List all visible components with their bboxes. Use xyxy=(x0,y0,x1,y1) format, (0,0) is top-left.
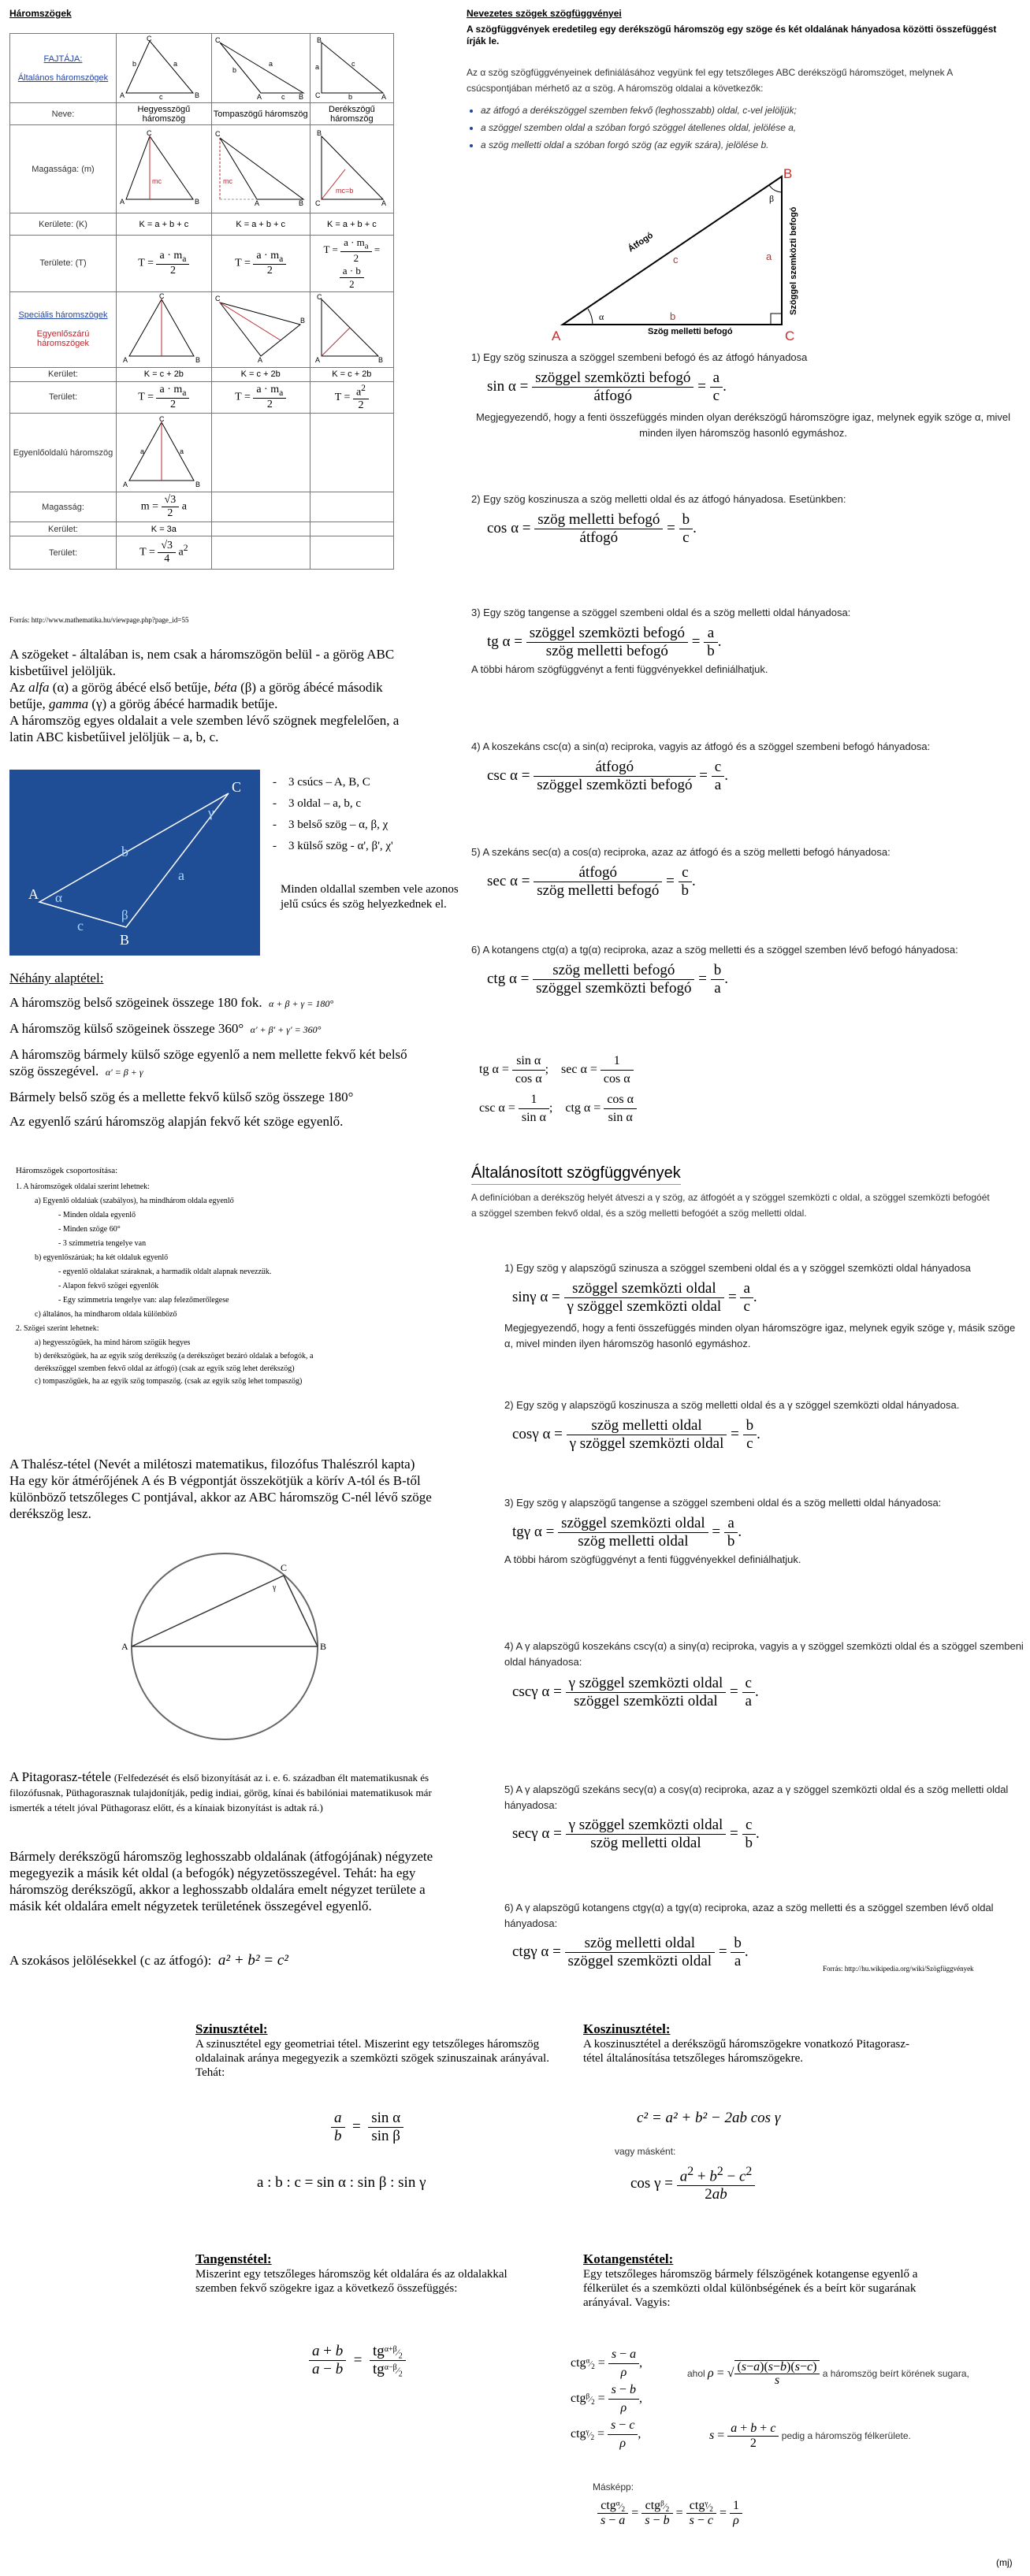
cot-text: Egy tetszőleges háromszög bármely félszögének kotangense egyenlő a félkerület és a szemközti oldal különbségének és a beírt kör sugarának arányával. Vagyis: xyxy=(583,2268,918,2309)
equi-height: m = $\frac{√3}{2}$ a xyxy=(117,492,212,522)
svg-text:B: B xyxy=(195,91,200,99)
magassag2-label: Magasság: xyxy=(10,492,117,522)
alap-title: Néhány alaptétel: xyxy=(9,971,104,985)
svg-text:A: A xyxy=(28,886,39,902)
svg-text:c: c xyxy=(77,918,84,934)
terulete-label: Területe: (T) xyxy=(10,236,117,292)
signature: (mj) xyxy=(996,2557,1013,2568)
svg-text:A: A xyxy=(120,91,125,99)
right-title: Nevezetes szögek szögfüggvényei xyxy=(467,8,622,19)
svg-text:B: B xyxy=(378,355,384,364)
svg-text:mc=b: mc=b xyxy=(336,187,354,195)
alap-list: A háromszög belső szögeinek összege 180 fok. α + β + γ = 180° A háromszög külső szögeinek összege 360° α' + β' + γ' = 360° A háromszög bármely külső szöge egyenlő a nem mellette fekvő két belső szög összegével. α' = β + γ Bármely belső szög és a mellette fekvő külső szög összege 180° Az egyenlő szárú háromszög alapján fekvő két szöge egyenlő. xyxy=(9,995,407,1129)
cos-or: vagy másként: xyxy=(615,2146,676,2157)
equi-perim: K = 3a xyxy=(117,522,212,536)
perim-acute: K = a + b + c xyxy=(117,213,212,236)
perim-right: K = a + b + c xyxy=(310,213,393,236)
svg-text:B: B xyxy=(195,198,200,206)
terulet2-label: Terület: xyxy=(10,536,117,570)
svg-text:γ: γ xyxy=(273,1583,277,1592)
gdef-3: 3) Egy szög γ alapszögű tangense a szöggel szembeni oldal és a szög melletti oldal hányadosa: tgγ α = $\frac{\text{szöggel szemközti oldal}}{\text{szög melletti oldal}}$ = $\frac{a}{b}$ . A többi három szögfüggvényt a fenti függvényekkel definiálhatjuk. xyxy=(504,1497,942,1565)
kerulet2-label: Kerület: xyxy=(10,522,117,536)
svg-text:A: A xyxy=(552,328,561,343)
right-triangle-figure xyxy=(552,165,835,351)
svg-text:α: α xyxy=(599,311,604,322)
iso-area-2: T = $\frac{a \cdot m_a}{2}$ xyxy=(211,381,310,414)
svg-text:A: A xyxy=(256,93,262,99)
perim-obtuse: K = a + b + c xyxy=(211,213,310,236)
gen-p: A definícióban a derékszög helyét átveszi a γ szög, az átfogóét a γ szöggel szemközti c oldal, a szöggel szemközti befogóét a szöggel szemben fekvő oldal, és a szög melletti befogóét a szög melletti oldal. xyxy=(471,1192,990,1219)
svg-text:A: A xyxy=(257,355,262,364)
height-acute xyxy=(117,125,212,213)
svg-text:C: C xyxy=(214,294,221,303)
terulet-label: Terület: xyxy=(10,381,117,414)
area-right: T = $\frac{a \cdot m_a}{2}$ = $\frac{a \cdot b}{2}$ xyxy=(310,236,393,292)
list-item: - 3 belső szög – α, β, χ xyxy=(273,818,389,831)
iso-2 xyxy=(211,291,310,367)
pitagorasz-body: Bármely derékszögű háromszög leghosszabb oldalának (átfogójának) négyzete megegyezik a másik két oldal (a befogók) négyzetösszegével. Tehát: ha egy háromszög derékszögű, akkor a leghosszabb oldalára emelt négyzet területe a másik két oldalára emelt négyzetek területének összegével egyenlő. xyxy=(9,1849,433,1913)
cot-s: s = $\frac{a + b + c}{2}$ pedig a háromszög félkerülete. xyxy=(709,2422,911,2450)
name-obtuse: Tompaszögű háromszög xyxy=(211,103,310,125)
def-2: 2) Egy szög koszinusza a szög melletti oldal és az átfogó hányadosa. Esetünkben: cos α = $\frac{\text{szög melletti befogó}}{\text{átfogó}}$ = $\frac{b}{c}$ . xyxy=(471,493,846,546)
svg-text:A: A xyxy=(381,93,387,99)
svg-text:B: B xyxy=(317,129,322,137)
egyenlo-label: Egyenlőszárú háromszögek xyxy=(36,329,90,349)
svg-text:a: a xyxy=(180,447,184,456)
svg-text:B: B xyxy=(298,199,303,207)
intro-text: A szögeket - általában is, nem csak a háromszögön belül - a görög ABC kisbetűivel jelöljük. Az alfa (α) a görög ábécé első betűje, béta (β) a görög ábécé második betűje, gamma (γ) a görög ábécé harmadik betűje. A háromszög egyes oldalait a vele szemben lévő szögnek megfelelően, a latin ABC kisbetűivel jelöljük – a, b, c. xyxy=(9,647,400,744)
gen-title: Általánosított szögfüggvények xyxy=(471,1164,681,1185)
svg-text:C: C xyxy=(147,35,152,43)
svg-text:C: C xyxy=(214,130,221,138)
svg-text:A: A xyxy=(120,198,125,206)
height-obtuse xyxy=(211,125,310,213)
svg-text:B: B xyxy=(195,481,201,489)
svg-text:b: b xyxy=(132,60,137,68)
svg-text:a: a xyxy=(315,63,320,71)
list-item: - 3 oldal – a, b, c xyxy=(273,797,362,810)
iso-area-3: T = $\frac{a^2}{2}$ xyxy=(310,381,393,414)
svg-text:β: β xyxy=(769,193,775,204)
svg-text:mc: mc xyxy=(222,177,232,185)
csoport-title: Háromszögek csoportosítása: xyxy=(16,1166,118,1175)
gdef-2: 2) Egy szög γ alapszögű koszinusza a szög melletti oldal és a γ szöggel szemközti oldal hányadosa. cosγ α = $\frac{\text{szög melletti oldal}}{\text{γ szöggel szemközti oldal}}$ = $\frac{b}{c}$ . xyxy=(504,1399,960,1452)
svg-text:B: B xyxy=(317,36,322,44)
pitagorasz-formula: A szokásos jelölésekkel (c az átfogó): a² + b² = c² xyxy=(9,1952,288,1969)
tan-formula: $\frac{a + b}{a - b}$ = $\frac{tg^{\alpha+\beta}⁄_2}{tg^{\alpha-\beta}⁄_2}$ xyxy=(309,2343,406,2379)
tan-text: Miszerint egy tetszőleges háromszög két oldalára és az oldalakkal szemben fekvő szögekre igaz a következő összefüggés: xyxy=(195,2268,508,2295)
svg-text:C: C xyxy=(785,328,795,343)
cot-title: Kotangenstétel: xyxy=(583,2251,674,2266)
kerulete-label: Kerülete: (K) xyxy=(10,213,117,236)
pitagorasz-section: A Pitagorasz-tétele (Felfedezését és első bizonyítását az i. e. 6. században élt matematikusnak és filozófusnak, Püthagorasznak tulajdonítják, pedig indiai, görög, kínai és babilóniai matematikusok már ismerték a tételt jóval Püthagorasz előtt, és a kínaiak bizonyítást is adtak rá.) xyxy=(9,1769,432,1813)
thales-section: A Thalész-tétel (Nevét a milétoszi matematikus, filozófus Thalészról kapta) Ha egy kör átmérőjének A és B végpontját összekötjük a körív A-tól és B-től különböző tetszőleges C pontjával, akkor az ABC háromszög C-nél lévő szöge derékszög lesz. xyxy=(9,1457,432,1521)
svg-text:mc: mc xyxy=(152,177,162,185)
svg-text:A: A xyxy=(121,1641,128,1652)
iso-1 xyxy=(117,291,212,367)
cos-formula-2: cos γ = $\frac{a^2 + b^2 - c^2}{2ab}$ xyxy=(630,2165,755,2203)
def-5: 5) A szekáns sec(α) a cos(α) reciproka, azaz az átfogó és a szög melletti befogó hányadosa: sec α = $\frac{\text{átfogó}}{\text{szög melletti befogó}}$ = $\frac{c}{b}$ . xyxy=(471,846,891,899)
right-lead: A szögfüggvények eredetileg egy derékszögű háromszög egy szöge és két oldalának hányadosa közötti összefüggést írják le. xyxy=(467,24,997,46)
def-1: 1) Egy szög szinusza a szöggel szembeni befogó és az átfogó hányadosa sin α = $\frac{\text{szöggel szemközti befogó}}{\text{átfogó}}$ = $\frac{a}{c}$ . Megjegyezendő, hogy a fenti összefüggés minden olyan derékszögű háromszögre igaz, melynek egyik szöge α, mivel minden ilyen háromszög hasonló egymáshoz. xyxy=(471,351,1011,439)
side-note: Minden oldallal szemben vele azonos jelű csúcs és szög helyezkednek el. xyxy=(281,883,459,911)
svg-text:b: b xyxy=(348,93,353,99)
svg-text:C: C xyxy=(147,129,152,137)
kerulet-label: Kerület: xyxy=(10,367,117,381)
neve-label: Neve: xyxy=(10,103,117,125)
name-right: Derékszögű háromszög xyxy=(310,103,393,125)
svg-text:a: a xyxy=(178,867,184,883)
svg-text:A: A xyxy=(123,481,128,489)
svg-text:A: A xyxy=(254,199,259,207)
svg-text:a: a xyxy=(268,60,273,68)
left-title: Háromszögek xyxy=(9,8,72,19)
melletti-label: Szög melletti befogó xyxy=(648,327,733,336)
sin-formula: $\frac{a}{b}$ = $\frac{\text{sin α}}{\text{sin β}}$ xyxy=(331,2110,403,2145)
source-1: Forrás: http://www.mathematika.hu/viewpage.php?page_id=55 xyxy=(9,616,189,624)
triangle-table xyxy=(9,33,394,570)
svg-text:C: C xyxy=(159,415,165,424)
cot-maskepp: Másképp: xyxy=(593,2481,634,2492)
svg-text:B: B xyxy=(298,93,303,99)
iso-perim-2: K = c + 2b xyxy=(211,367,310,381)
triangle-blue-figure xyxy=(9,770,260,956)
def-3: 3) Egy szög tangense a szöggel szembeni oldal és a szög melletti oldal hányadosa: tg α = $\frac{\text{szöggel szemközti befogó}}{\text{szög melletti befogó}}$ = $\frac{a}{b}$ . A többi három szögfüggvényt a fenti függvényekkel definiálhatjuk. xyxy=(471,607,851,675)
svg-text:C: C xyxy=(232,779,242,795)
gdef-4: 4) A γ alapszögű koszekáns cscγ(α) a sinγ(α) reciproka, vagyis a γ szöggel szemközti oldal és a szöggel szembeni oldal hányadosa: cscγ α = $\frac{\text{γ szöggel szemközti oldal}}{\text{szöggel szemközti oldal}}$ = $\frac{c}{a}$ . xyxy=(504,1640,1024,1709)
sin-ratio: a : b : c = sin α : sin β : sin γ xyxy=(257,2174,426,2191)
altalanos-link[interactable]: Általános háromszögek xyxy=(17,72,109,83)
iso-perim-1: K = c + 2b xyxy=(117,367,212,381)
area-obtuse: T = $\frac{a \cdot m_a}{2}$ xyxy=(211,236,310,292)
svg-text:b: b xyxy=(670,310,676,322)
svg-text:b: b xyxy=(121,844,128,859)
svg-text:α: α xyxy=(55,890,62,905)
sin-text: A szinusztétel egy geometriai tétel. Miszerint egy tetszőleges háromszög oldalainak aránya megegyezik a szemközti szögek szinuszainak arányával. Tehát: xyxy=(195,2038,549,2079)
cot-formulas: $ctg^\alpha⁄_2$ = $\frac{s - a}{\rho}$ , $ctg^\beta⁄_2$ = $\frac{s - b}{\rho}$ , $ctg^\gamma⁄_2$ = $\frac{s - c}{\rho}$ , xyxy=(571,2348,643,2450)
svg-text:a: a xyxy=(766,251,772,262)
iso-area-1: T = $\frac{a \cdot m_a}{2}$ xyxy=(117,381,212,414)
svg-text:γ: γ xyxy=(208,805,214,820)
def-6: 6) A kotangens ctg(α) a tg(α) reciproka, azaz a szög melletti és a szöggel szemben lévő befogó hányadosa: ctg α = $\frac{\text{szög melletti befogó}}{\text{szöggel szemközti befogó}}$ = $\frac{b}{a}$ . xyxy=(471,944,958,997)
svg-text:a: a xyxy=(173,60,178,68)
csoport-list: 1. A háromszögek oldalai szerint lehetnek: a) Egyenlő oldalúak (szabályos), ha mindhárom oldala egyenlő - Minden oldala egyenlő - Minden szöge 60° - 3 szimmetria tengelye van b) egyenlőszárúak; ha két oldaluk egyenlő - egyenlő oldalakat száraknak, a harmadik oldalt alapnak nevezzük. - Alapon fekvő szögei egyenlők - Egy szimmetria tengelye van: alap felezőmerőlegese c) általános, ha mindharom oldala különböző 2. Szögei szerint lehetnek: a) hegyesszögűek, ha mind három szögük hegyes b) derékszögűek, ha az egyik szög derékszög (a derékszöget bezáró oldalak a befogók, a derékszöggel szemben fekvő oldal az átfogó) (csak az egyik szög lehet derékszög) c) tompaszögűek, ha az egyik szög tompaszög. (csak az egyik szög lehet tompaszög) xyxy=(16,1182,314,1386)
equi-tri xyxy=(117,414,212,492)
sin-title: Szinusztétel: xyxy=(195,2021,268,2036)
list-item: - 3 csúcs – A, B, C xyxy=(273,776,370,789)
svg-text:C: C xyxy=(214,36,221,44)
svg-text:B: B xyxy=(195,355,201,364)
gdef-6: 6) A γ alapszögű kotangens ctgγ(α) a tgγ(α) reciproka, azaz a szög melletti és a szöggel szemben lévő oldal hányadosa: ctgγ α = $\frac{\text{szög melletti oldal}}{\text{szöggel szemközti oldal}}$ = $\frac{b}{a}$ . xyxy=(504,1902,994,1969)
height-right xyxy=(310,125,393,213)
svg-text:b: b xyxy=(232,66,236,74)
egyenlooldalu-label: Egyenlőoldalú háromszög xyxy=(10,414,117,492)
svg-text:c: c xyxy=(673,254,679,265)
thales-circle-figure xyxy=(118,1544,331,1753)
right-p1: Az α szög szögfüggvényeinek definiálásához vegyünk fel egy tetszőleges ABC derékszögű háromszöget, melynek A csúcspontjában mérhető az α szög. A háromszög oldalai a következők: xyxy=(467,67,953,94)
svg-text:β: β xyxy=(121,908,128,922)
svg-text:c: c xyxy=(351,60,355,68)
gdef-5: 5) A γ alapszögű szekáns secγ(α) a cosγ(α) reciproka, azaz a γ szöggel szemközti oldal és a szög melletti oldal hányadosa: secγ α = $\frac{\text{γ szöggel szemközti oldal}}{\text{szög melletti oldal}}$ = $\frac{c}{b}$ . xyxy=(504,1784,1009,1851)
svg-text:A: A xyxy=(381,199,387,207)
equi-area: T = $\frac{√3}{4}$ $a^2$ xyxy=(117,536,212,570)
cos-title: Koszinusztétel: xyxy=(583,2021,671,2036)
svg-text:C: C xyxy=(317,292,322,301)
cot-formula-alt: $\frac{ctg^\alpha⁄_2}{s - a}$ = $\frac{ctg^\beta⁄_2}{s - b}$ = $\frac{ctg^\gamma⁄_2}{s - c}$ = $\frac{1}{\rho}$ xyxy=(597,2499,742,2528)
svg-text:B: B xyxy=(783,166,793,181)
tri-right xyxy=(310,34,393,103)
fajtaja-link[interactable]: FAJTÁJA: xyxy=(43,54,83,64)
svg-text:B: B xyxy=(299,316,305,325)
svg-text:C: C xyxy=(315,91,321,99)
iso-3 xyxy=(310,291,393,367)
cos-formula-1: c² = a² + b² − 2ab cos γ xyxy=(637,2110,781,2126)
svg-text:c: c xyxy=(159,93,163,99)
atfogo-label: Átfogó xyxy=(626,230,656,254)
iso-perim-3: K = c + 2b xyxy=(310,367,393,381)
szemkozti-label: Szöggel szemközti befogó xyxy=(789,206,798,315)
svg-text:B: B xyxy=(320,1641,327,1652)
svg-text:C: C xyxy=(315,199,321,207)
area-acute: T = $\frac{a \cdot m_a}{2}$ xyxy=(117,236,212,292)
svg-text:B: B xyxy=(120,932,130,948)
list-item: - 3 külső szög - α', β', χ' xyxy=(273,840,393,852)
def-4: 4) A koszekáns csc(α) a sin(α) reciproka, vagyis az átfogó és a szöggel szembeni befogó hányadosa: csc α = $\frac{\text{átfogó}}{\text{szöggel szemközti befogó}}$ = $\frac{c}{a}$ . xyxy=(471,741,931,793)
tri-obtuse xyxy=(211,34,310,103)
source-2: Forrás: http://hu.wikipedia.org/wiki/Szögfüggvények xyxy=(823,1965,974,1973)
spec-link[interactable]: Speciális háromszögek xyxy=(18,310,108,321)
magassag-label: Magassága: (m) xyxy=(10,125,117,213)
gdef-1: 1) Egy szög γ alapszögű szinusza a szöggel szembeni oldal és a γ szöggel szemközti oldal hányadosa sinγ α = $\frac{\text{szöggel szemközti oldal}}{\text{γ szöggel szemközti oldal}}$ = $\frac{a}{c}$ . Megjegyezendő, hogy a fenti összefüggés minden olyan háromszögre igaz, melynek egyik szöge γ, másik szöge α, mivel minden ilyen háromszög hasonló egymáshoz. xyxy=(504,1262,1016,1349)
tan-title: Tangenstétel: xyxy=(195,2251,272,2266)
tri-acute xyxy=(117,34,212,103)
svg-text:A: A xyxy=(315,355,321,364)
right-bullets: • az átfogó a derékszöggel szemben fekvő (leghosszabb) oldal, c-vel jelöljük; • a szöggel szemben oldal a szóban forgó szöggel átellenes oldal, jelölése a, • a szög melletti oldal a szóban forgó szög (az egyik szára), jelölése b. xyxy=(467,101,1018,154)
summary-formulas: tg α = $\frac{\text{sin α}}{\text{cos α}}$ ; sec α = $\frac{1}{\text{cos α}}$ csc α = $\frac{1}{\text{sin α}}$ ; ctg α = $\frac{\text{cos α}}{\text{sin α}}$ xyxy=(479,1052,763,1127)
svg-text:C: C xyxy=(159,292,165,300)
svg-text:a: a xyxy=(140,447,145,456)
name-acute: Hegyesszögű háromszög xyxy=(117,103,212,125)
svg-text:c: c xyxy=(281,93,285,99)
triangle-parts-list xyxy=(273,772,393,857)
cot-rho: ahol ρ = √ $\frac{(s-a)(s-b)(s-c)}{s}$ a háromszög beírt körének sugara, xyxy=(687,2360,969,2387)
svg-text:C: C xyxy=(281,1562,288,1573)
cos-text: A koszinusztétel a derékszögű háromszögekre vonatkozó Pitagorasz-tétel általánosítása tetszőleges háromszögekre. xyxy=(583,2038,910,2065)
svg-text:A: A xyxy=(123,355,128,364)
